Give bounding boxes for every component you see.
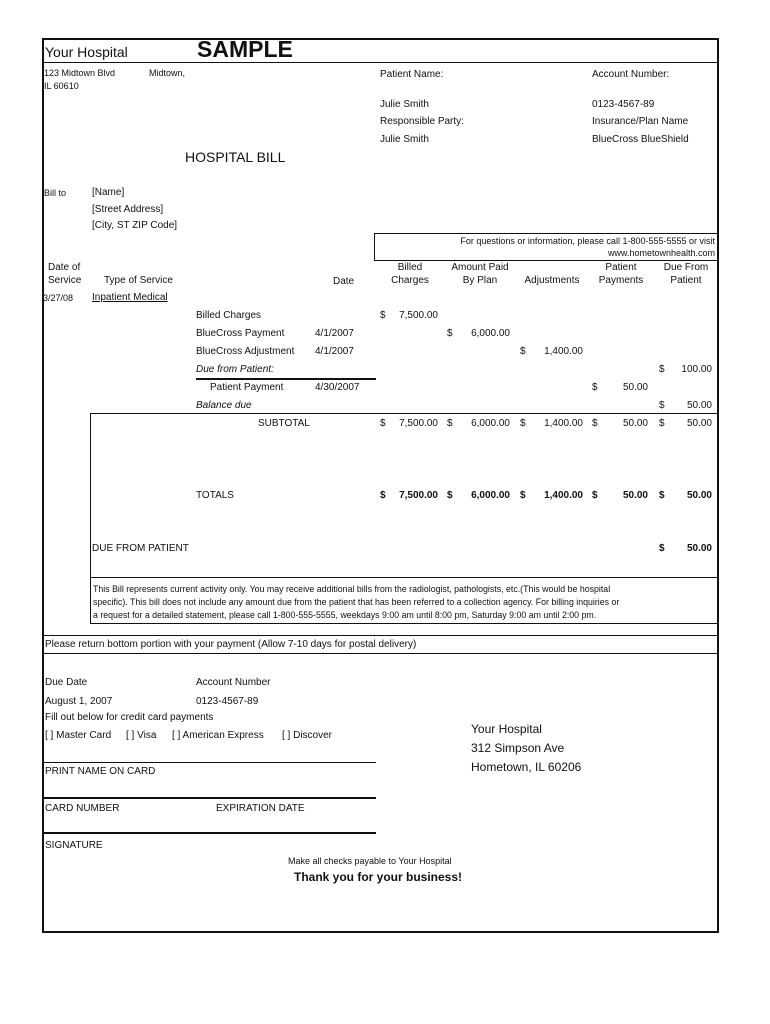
line-due: 100.00 bbox=[681, 364, 712, 375]
questions-line2: www.hometownhealth.com bbox=[607, 248, 715, 258]
bill-title: HOSPITAL BILL bbox=[185, 149, 286, 165]
notice-line1: This Bill represents current activity only. You may receive additional bills from the radiologist, pathologists, etc.(This would be hospital bbox=[93, 584, 611, 594]
line-desc: Balance due bbox=[196, 400, 252, 411]
hospital-address: 123 Midtown Blvd bbox=[44, 68, 116, 78]
visa-checkbox[interactable]: [ ] Visa bbox=[126, 730, 157, 741]
totals-label: TOTALS bbox=[196, 490, 234, 501]
col-billed-2: Charges bbox=[391, 275, 429, 286]
return-rule-bottom bbox=[42, 653, 718, 654]
account-number: 0123-4567-89 bbox=[592, 99, 655, 110]
line-date: 4/1/2007 bbox=[315, 328, 354, 339]
due-from-patient-amount: 50.00 bbox=[686, 543, 712, 554]
currency-sign: $ bbox=[659, 364, 665, 375]
questions-line1: For questions or information, please call 1-800-555-5555 or visit bbox=[460, 236, 715, 246]
line-date: 4/30/2007 bbox=[315, 382, 360, 393]
totals-pay: 50.00 bbox=[622, 490, 648, 501]
subtotal-rule bbox=[90, 413, 717, 414]
col-date: Date bbox=[333, 276, 355, 287]
return-note: Please return bottom portion with your payment (Allow 7-10 days for postal delivery) bbox=[45, 639, 417, 650]
col-due-1: Due From bbox=[663, 262, 709, 273]
col-amount-paid-2: By Plan bbox=[462, 275, 498, 286]
account-number-label: Account Number: bbox=[592, 69, 670, 80]
bill-to-city: [City, ST ZIP Code] bbox=[92, 220, 178, 231]
questions-box-left bbox=[374, 233, 375, 260]
remit-name: Your Hospital bbox=[471, 722, 542, 736]
questions-box-top bbox=[374, 233, 717, 234]
col-date-of: Date of bbox=[48, 262, 81, 273]
line-rule bbox=[196, 378, 376, 380]
sample-title: SAMPLE bbox=[197, 36, 293, 62]
payable-note: Make all checks payable to Your Hospital bbox=[288, 856, 452, 866]
responsible-party: Julie Smith bbox=[380, 134, 429, 145]
totals-due: 50.00 bbox=[686, 490, 712, 501]
bill-to-label: Bill to bbox=[44, 188, 67, 198]
frame-right bbox=[717, 38, 719, 931]
currency-sign: $ bbox=[659, 543, 665, 554]
hospital-state-zip: IL 60610 bbox=[44, 81, 79, 91]
remit-city: Hometown, IL 60206 bbox=[471, 760, 582, 774]
currency-sign: $ bbox=[380, 490, 386, 501]
line-desc: Patient Payment bbox=[210, 382, 284, 393]
header-rule bbox=[42, 62, 718, 63]
stub-account: 0123-4567-89 bbox=[196, 696, 259, 707]
card-number-field[interactable]: CARD NUMBER bbox=[45, 803, 120, 814]
hospital-name: Your Hospital bbox=[45, 44, 128, 60]
line-desc: Billed Charges bbox=[196, 310, 262, 321]
line-paid: 6,000.00 bbox=[471, 328, 510, 339]
notice-box-bottom bbox=[90, 623, 717, 624]
notice-line2: specific). This bill does not include any amount due from the patient that has been referred to a collection agency. For billing inquiries or bbox=[93, 597, 620, 607]
amex-checkbox[interactable]: [ ] American Express bbox=[172, 730, 264, 741]
line-due: 50.00 bbox=[686, 400, 712, 411]
subtotal-pay: 50.00 bbox=[622, 418, 648, 429]
line-pay: 50.00 bbox=[622, 382, 648, 393]
print-name-rule bbox=[42, 762, 376, 763]
currency-sign: $ bbox=[447, 418, 453, 429]
frame-top bbox=[42, 38, 718, 40]
mastercard-checkbox[interactable]: [ ] Master Card bbox=[45, 730, 112, 741]
bill-to-street: [Street Address] bbox=[92, 204, 164, 215]
line-billed: 7,500.00 bbox=[399, 310, 438, 321]
line-desc: Due from Patient: bbox=[196, 364, 274, 375]
subtotal-billed: 7,500.00 bbox=[399, 418, 438, 429]
currency-sign: $ bbox=[520, 346, 526, 357]
subtotal-label: SUBTOTAL bbox=[258, 418, 310, 429]
card-number-rule bbox=[42, 797, 376, 799]
col-billed-1: Billed bbox=[397, 262, 423, 273]
currency-sign: $ bbox=[659, 490, 665, 501]
col-patient-2: Payments bbox=[598, 275, 644, 286]
print-name-field[interactable]: PRINT NAME ON CARD bbox=[45, 766, 156, 777]
patient-name-label: Patient Name: bbox=[380, 69, 444, 80]
line-desc: BlueCross Payment bbox=[196, 328, 285, 339]
currency-sign: $ bbox=[592, 382, 598, 393]
notice-box-top bbox=[90, 577, 717, 578]
line-adj: 1,400.00 bbox=[544, 346, 583, 357]
totals-adj: 1,400.00 bbox=[544, 490, 583, 501]
col-due-2: Patient bbox=[670, 275, 702, 286]
currency-sign: $ bbox=[659, 418, 665, 429]
patient-name: Julie Smith bbox=[380, 99, 429, 110]
insurance-name: BlueCross BlueShield bbox=[592, 134, 689, 145]
currency-sign: $ bbox=[447, 328, 453, 339]
currency-sign: $ bbox=[659, 400, 665, 411]
signature-rule bbox=[42, 832, 376, 834]
currency-sign: $ bbox=[592, 490, 598, 501]
due-date: August 1, 2007 bbox=[45, 696, 113, 707]
insurance-label: Insurance/Plan Name bbox=[592, 116, 689, 127]
currency-sign: $ bbox=[520, 490, 526, 501]
thank-you: Thank you for your business! bbox=[294, 870, 463, 884]
col-type-of-service: Type of Service bbox=[104, 275, 173, 286]
currency-sign: $ bbox=[380, 418, 386, 429]
subtotal-due: 50.00 bbox=[686, 418, 712, 429]
currency-sign: $ bbox=[520, 418, 526, 429]
return-rule-top bbox=[42, 635, 718, 636]
due-date-label: Due Date bbox=[45, 677, 88, 688]
col-amount-paid-1: Amount Paid bbox=[451, 262, 509, 273]
service-date: 3/27/08 bbox=[43, 293, 74, 303]
currency-sign: $ bbox=[447, 490, 453, 501]
notice-line3: a request for a detailed statement, please call 1-800-555-5555, weekdays 9:00 am until 8:00 pm, Saturday 9:00 am until 2:00 pm. bbox=[93, 610, 597, 620]
currency-sign: $ bbox=[592, 418, 598, 429]
bill-to-name: [Name] bbox=[92, 187, 125, 198]
col-patient-1: Patient bbox=[605, 262, 637, 273]
signature-field[interactable]: SIGNATURE bbox=[45, 840, 103, 851]
col-service: Service bbox=[48, 275, 82, 286]
discover-checkbox[interactable]: [ ] Discover bbox=[282, 730, 333, 741]
frame-bottom bbox=[42, 931, 719, 933]
remit-street: 312 Simpson Ave bbox=[471, 741, 565, 755]
line-date: 4/1/2007 bbox=[315, 346, 354, 357]
line-desc: BlueCross Adjustment bbox=[196, 346, 295, 357]
body-left-rule bbox=[90, 413, 91, 623]
expiration-date-field[interactable]: EXPIRATION DATE bbox=[216, 803, 305, 814]
subtotal-paid: 6,000.00 bbox=[471, 418, 510, 429]
totals-paid: 6,000.00 bbox=[471, 490, 510, 501]
service-type: Inpatient Medical bbox=[92, 292, 168, 303]
hospital-city: Midtown, bbox=[149, 68, 186, 78]
responsible-party-label: Responsible Party: bbox=[380, 116, 464, 127]
subtotal-adj: 1,400.00 bbox=[544, 418, 583, 429]
stub-account-label: Account Number bbox=[196, 677, 271, 688]
totals-billed: 7,500.00 bbox=[399, 490, 438, 501]
currency-sign: $ bbox=[380, 310, 386, 321]
credit-card-label: Fill out below for credit card payments bbox=[45, 712, 214, 723]
col-adjustments: Adjustments bbox=[524, 275, 580, 286]
due-from-patient-label: DUE FROM PATIENT bbox=[92, 543, 189, 554]
questions-box-bottom bbox=[374, 260, 717, 261]
